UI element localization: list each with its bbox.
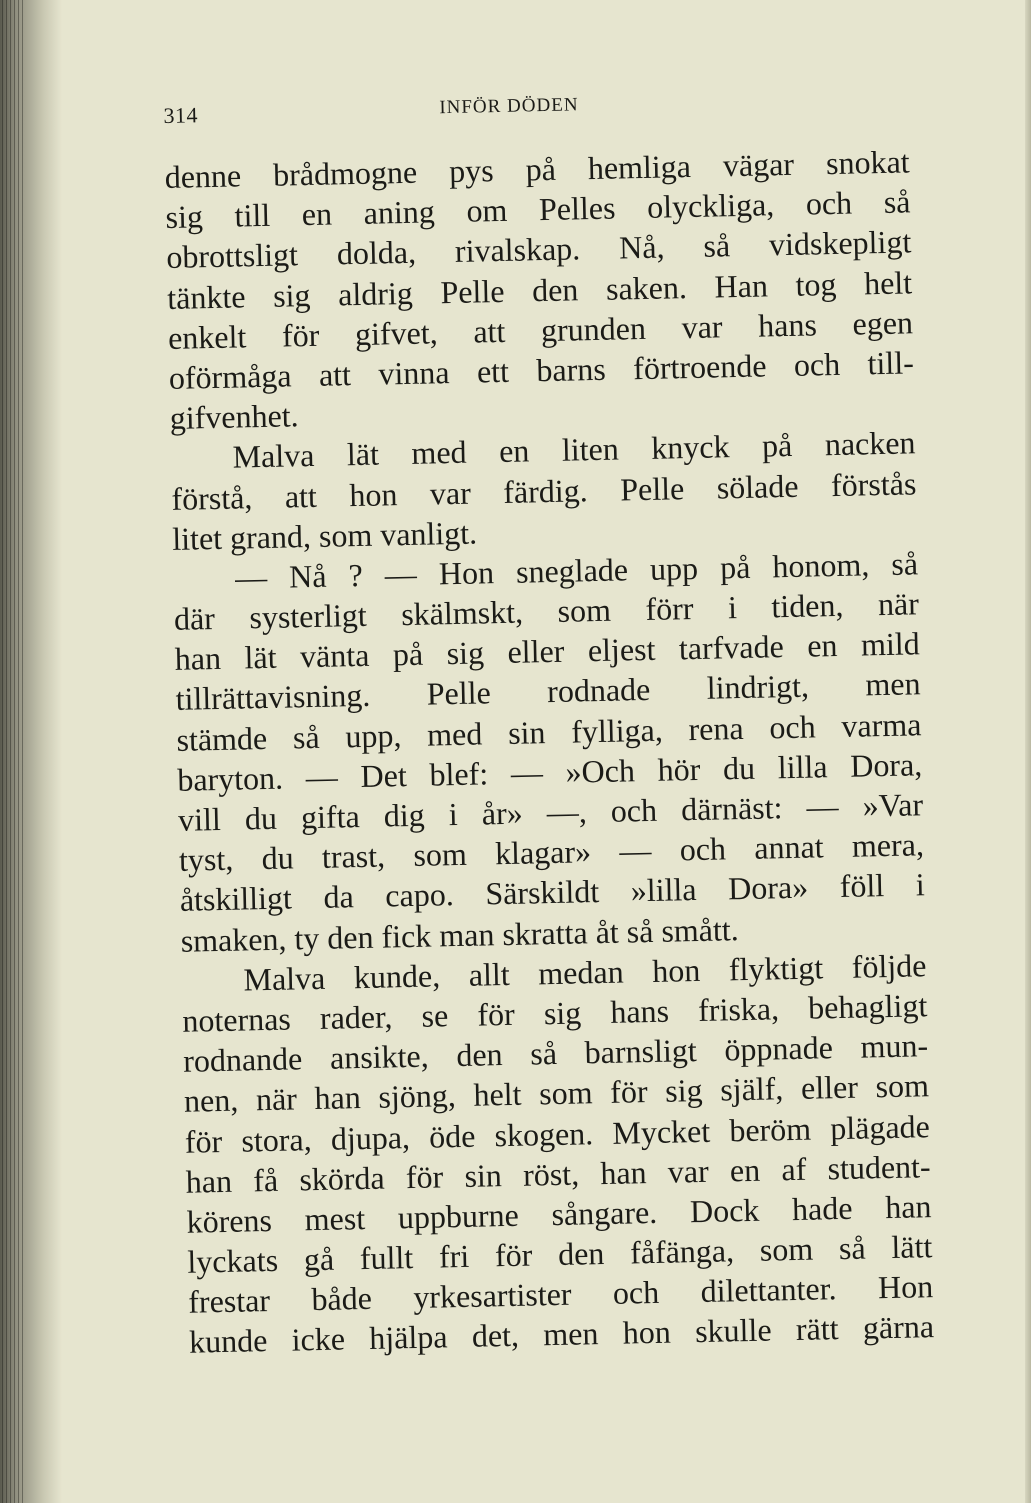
text-line: han få skörda för sin röst, han var en af student- (185, 1147, 931, 1200)
text-line: vill du gifta dig i år» —, och därnäst: — »Var (177, 786, 924, 838)
text-line: där systerligt skälmskt, som förr i tiden, när (173, 585, 920, 637)
text-line: för stora, djupa, öde skogen. Mycket beröm plägade (184, 1107, 931, 1160)
text-line: enkelt för gifvet, att grunden var hans egen (167, 304, 914, 356)
text-line: — Nå ? — Hon sneglade upp på honom, så (234, 545, 919, 596)
running-head (163, 79, 909, 135)
text-line: litet grand, som vanligt. (171, 514, 478, 557)
text-line: lyckats gå fullt fri för den fåfänga, som så lätt (187, 1228, 933, 1280)
body-text (164, 141, 934, 1362)
text-line: tillrättavisning. Pelle rodnade lindrigt, men (175, 665, 921, 718)
text-line: oförmåga att vinna ett barns förtroende och till- (168, 344, 915, 396)
text-line: åtskilligt da capo. Särskildt »lilla Dora» föll i (179, 866, 926, 919)
text-line: baryton. — Det blef: — »Och hör du lilla Dora, (176, 746, 923, 798)
text-line: han lät vänta på sig eller eljest tarfvade en mild (174, 625, 921, 678)
page-edge (1025, 0, 1031, 1503)
page-number: 314 (163, 102, 199, 128)
text-line: smaken, ty den fick man skratta åt så smått. (180, 910, 740, 959)
text-line: denne brådmogne pys på hemliga vägar snokat (164, 143, 910, 195)
text-block (163, 79, 934, 1362)
text-line: körens mest uppburne sångare. Dock hade han (186, 1188, 932, 1240)
text-line: obrottsligt dolda, rivalskap. Nå, så vidskepligt (166, 223, 912, 276)
text-line: Malva lät med en liten knyck på nacken (232, 424, 916, 475)
text-line: tyst, du trast, som klagar» — och annat mera, (178, 826, 925, 879)
text-line: tänkte sig aldrig Pelle den saken. Han tog helt (166, 263, 913, 316)
text-line: förstå, att hon var färdig. Pelle sölade förstås (171, 464, 917, 517)
binding-edge (2, 0, 24, 1503)
running-title: INFÖR DÖDEN (439, 94, 579, 119)
text-line: kunde icke hjälpa det, men hon skulle rätt gärna (188, 1308, 935, 1361)
text-line: stämde så upp, med sin fylliga, rena och varma (176, 705, 922, 758)
page-gutter (0, 0, 62, 1503)
text-line: Malva kunde, allt medan hon flyktigt följde (243, 946, 927, 998)
text-line: frestar både yrkesartister och dilettanter. Hon (187, 1268, 934, 1320)
text-line: sig till en aning om Pelles olyckliga, och så (165, 183, 911, 236)
text-line: rodnande ansikte, den så barnsligt öppnade mun- (182, 1027, 929, 1079)
text-line: gifvenhet. (169, 397, 299, 437)
text-line: nen, när han sjöng, helt som för sig själf, eller som (183, 1067, 930, 1120)
text-line: noternas rader, se för sig hans friska, behagligt (182, 987, 928, 1039)
